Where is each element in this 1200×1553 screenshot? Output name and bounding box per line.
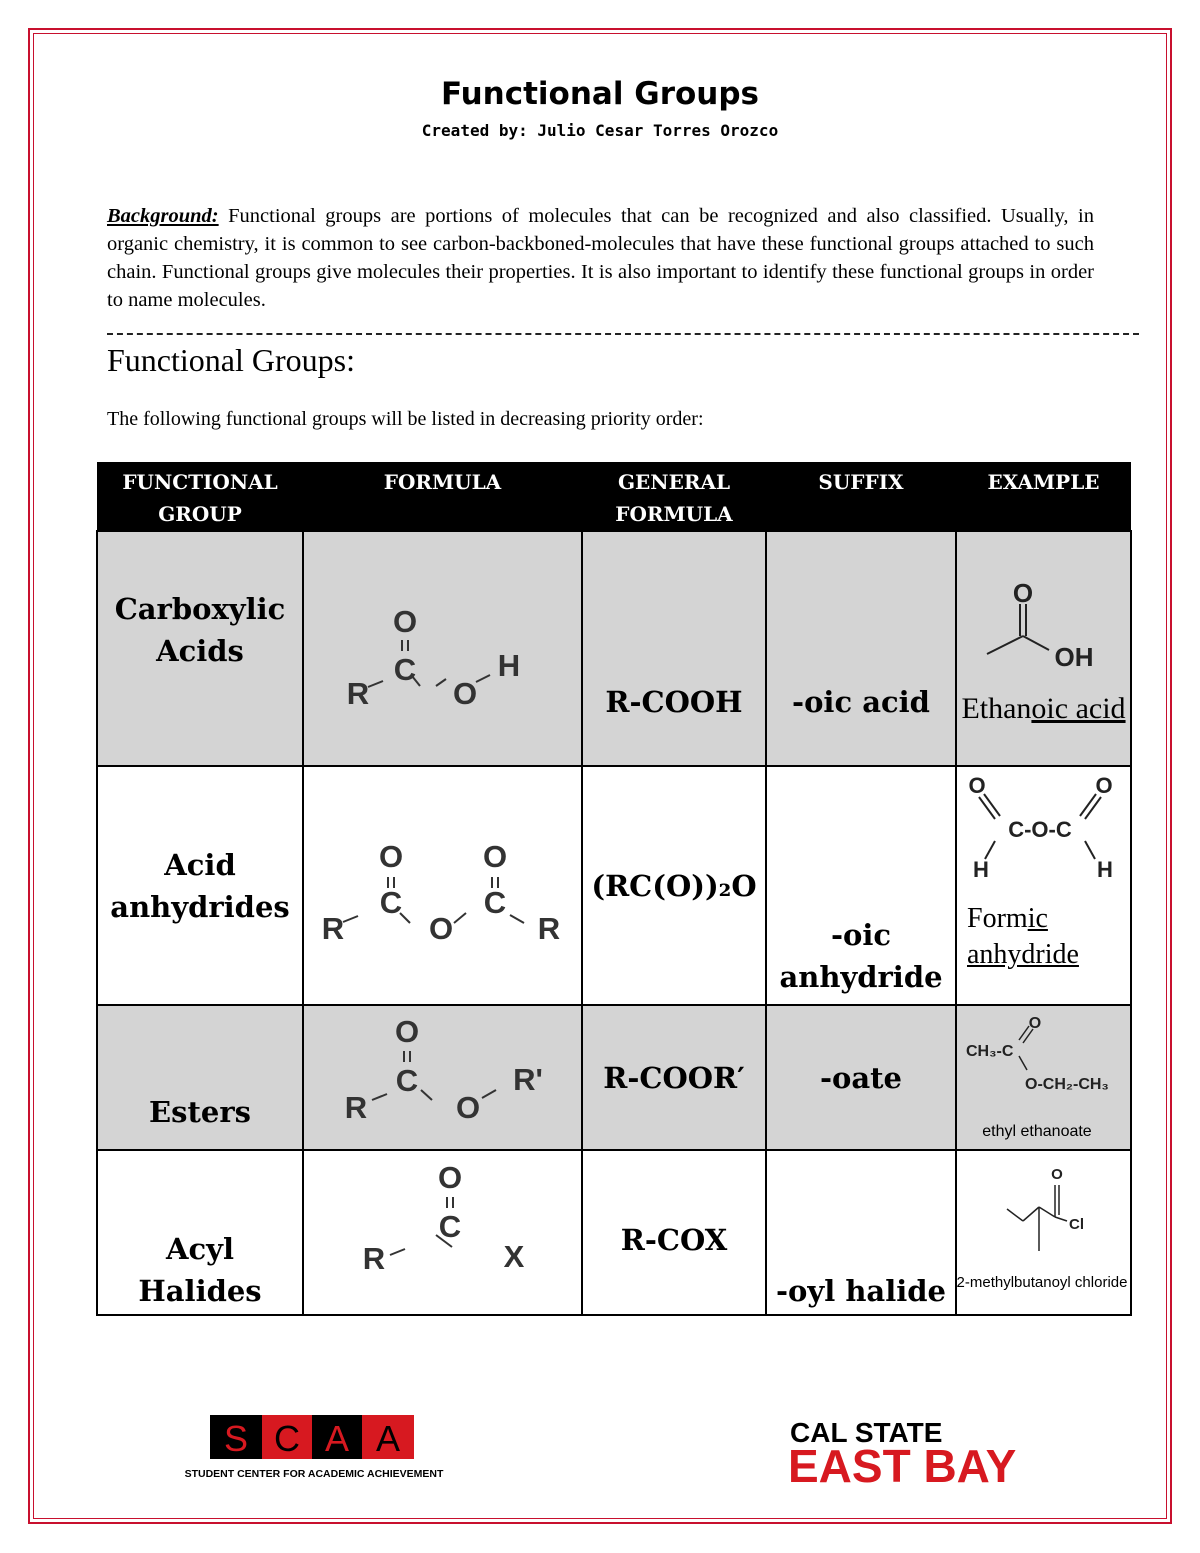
table-row <box>97 1005 1131 1150</box>
hydrogen-atom: H <box>973 857 989 882</box>
example-name: 2-methylbutanoyl chloride <box>957 1273 1128 1291</box>
oxygen-atom: O <box>1028 1014 1042 1032</box>
oxygen-atom: O <box>482 839 508 874</box>
header-formula: FORMULA <box>303 462 582 531</box>
functional-groups-table <box>96 462 1132 1316</box>
author-byline: Created by: Julio Cesar Torres Orozco <box>421 121 779 140</box>
carbon-atom: C <box>379 885 403 920</box>
formula-structure <box>303 1005 582 1150</box>
group-name: Acid anhydrides <box>97 766 303 1005</box>
ethyl-ethanoate-structure <box>957 1012 1128 1144</box>
background-label: Background: <box>107 205 219 227</box>
ester-right-fragment: O-CH₂-CH₃ <box>1025 1075 1109 1093</box>
example-cell <box>956 1005 1131 1150</box>
header-functional-group: FUNCTIONAL GROUP <box>97 462 303 531</box>
example-name-suffix: oic acid <box>1031 691 1126 725</box>
table-row <box>97 1150 1131 1315</box>
suffix: -oate <box>766 1005 956 1150</box>
cal-state-east-bay-logo <box>788 1418 1028 1492</box>
example-cell <box>956 1150 1131 1315</box>
general-formula: (RC(O))₂O <box>582 766 766 1005</box>
east-bay-text: EAST BAY <box>788 1440 1017 1488</box>
scaa-letter-s: S <box>223 1418 249 1459</box>
r-group: R <box>362 1241 386 1276</box>
example-name-suffix: ic anhydride <box>967 903 1079 970</box>
header-example: EXAMPLE <box>956 462 1131 531</box>
oxygen-atom: O <box>452 676 478 711</box>
background-text: Functional groups are portions of molecules that can be recognized and also classified. Usually, in organic chemistry, it is common to see carbon-backboned-molecules that have these functional groups attached to such chain. Functional groups give molecules their properties. It is also important to identify these functional groups in order to name molecules. <box>107 205 1094 311</box>
formula-structure <box>303 531 582 766</box>
r-group: R <box>537 911 561 946</box>
carbon-atom: C <box>395 1063 419 1098</box>
oxygen-atom: O <box>394 1014 420 1049</box>
chlorine-atom: Cl <box>1069 1215 1084 1233</box>
oxygen-atom: O <box>1095 773 1113 798</box>
r-group: R <box>321 911 345 946</box>
general-formula: R-COOH <box>582 531 766 766</box>
scaa-letter-a: A <box>324 1418 350 1459</box>
group-name: Carboxylic Acids <box>97 531 303 766</box>
carbon-atom: C <box>483 885 507 920</box>
suffix: -oic acid <box>766 531 956 766</box>
group-name: Acyl Halides <box>97 1150 303 1315</box>
r-prime-group: R' <box>513 1062 543 1097</box>
formula-structure <box>303 766 582 1005</box>
suffix: -oic anhydride <box>766 766 956 1005</box>
dashed-divider <box>107 333 1139 335</box>
ethanoic-acid-structure <box>957 566 1128 696</box>
anhydride-chain: C-O-C <box>1008 817 1072 842</box>
general-formula: R-COOR′ <box>582 1005 766 1150</box>
table-row <box>97 766 1131 1005</box>
scaa-logo-graphic <box>182 1413 452 1483</box>
cal-state-logo-graphic <box>788 1418 1028 1488</box>
acyl-halide-structure <box>306 1151 581 1303</box>
oxygen-atom: O <box>428 911 454 946</box>
table-header-row <box>97 462 1131 531</box>
r-group: R <box>344 1090 368 1125</box>
example-name-part: Ethan <box>961 691 1032 725</box>
carbon-atom: C <box>438 1209 462 1244</box>
example-name-part: Form <box>967 903 1028 934</box>
formic-anhydride-structure <box>957 767 1128 895</box>
oxygen-atom: O <box>968 773 986 798</box>
suffix: -oyl halide <box>766 1150 956 1315</box>
example-cell <box>956 531 1131 766</box>
oxygen-atom: O <box>437 1160 463 1195</box>
oxygen-atom: O <box>392 604 418 639</box>
hydroxyl-label: OH <box>1054 641 1094 672</box>
oxygen-atom: O <box>378 839 404 874</box>
formula-structure <box>303 1150 582 1315</box>
document-title: Functional Groups <box>440 76 760 112</box>
scaa-letter-c: C <box>274 1418 300 1459</box>
carboxylic-acid-structure <box>306 532 581 754</box>
oxygen-atom: O <box>1051 1165 1063 1183</box>
ester-structure <box>306 1006 581 1138</box>
example-name <box>957 690 1130 732</box>
example-name <box>957 901 1130 973</box>
header-suffix: SUFFIX <box>766 462 956 531</box>
scaa-logo <box>182 1413 452 1487</box>
header-general-formula: GENERAL FORMULA <box>582 462 766 531</box>
cal-state-text: CAL STATE <box>790 1418 943 1448</box>
scaa-caption: STUDENT CENTER FOR ACADEMIC ACHIEVEMENT <box>184 1468 444 1480</box>
intro-text: The following functional groups will be listed in decreasing priority order: <box>107 408 704 430</box>
oxygen-atom: O <box>455 1090 481 1125</box>
r-group: R <box>346 676 370 711</box>
halogen-atom: X <box>503 1239 525 1274</box>
scaa-letter-a2: A <box>375 1418 401 1459</box>
carbon-atom: C <box>393 652 417 687</box>
section-heading: Functional Groups: <box>107 342 355 378</box>
background-paragraph <box>107 202 1094 314</box>
example-name: ethyl ethanoate <box>982 1122 1092 1140</box>
ester-left-fragment: CH₃-C <box>966 1042 1014 1060</box>
oxygen-atom: O <box>1012 577 1034 608</box>
table-row <box>97 531 1131 766</box>
hydrogen-atom: H <box>1097 857 1113 882</box>
acid-anhydride-structure <box>306 767 581 993</box>
general-formula: R-COX <box>582 1150 766 1315</box>
methylbutanoyl-chloride-structure <box>957 1157 1128 1309</box>
example-cell <box>956 766 1131 1005</box>
group-name: Esters <box>97 1005 303 1150</box>
hydrogen-atom: H <box>497 648 521 683</box>
